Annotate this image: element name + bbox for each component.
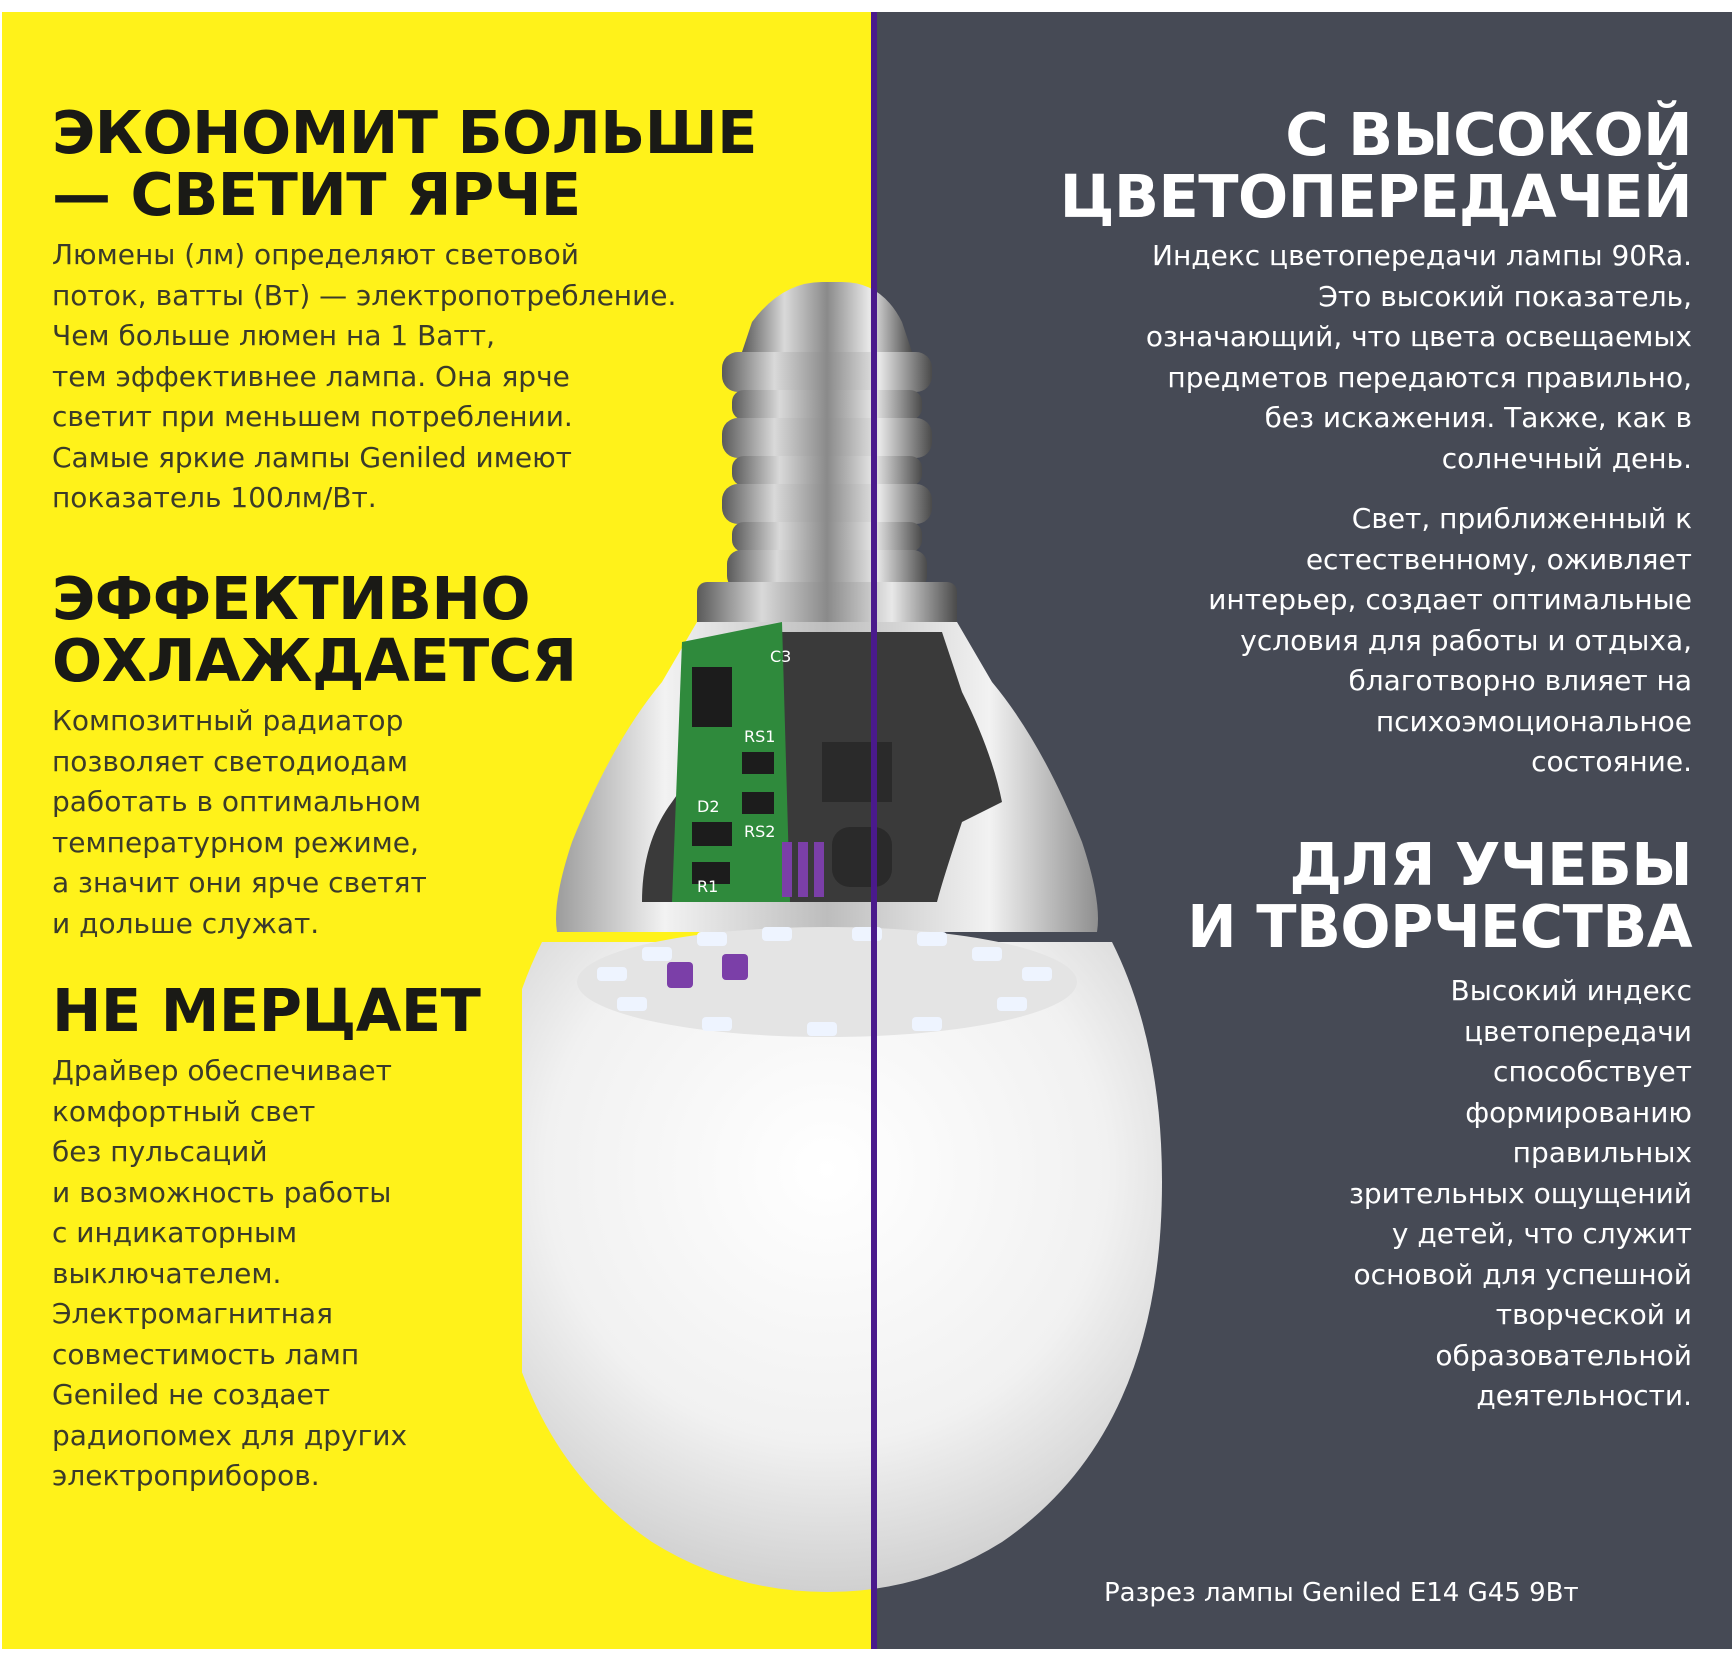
text-line: Высокий индекс xyxy=(1450,974,1692,1007)
text-line: солнечный день. xyxy=(1441,441,1692,475)
no-flicker-title: НЕ МЕРЦАЕТ xyxy=(52,976,481,1045)
pcb-label-rs2: RS2 xyxy=(744,822,776,841)
text-line: образовательной xyxy=(1435,1338,1692,1372)
economy-title-line1: ЭКОНОМИТ БОЛЬШЕ xyxy=(52,98,757,167)
text-line: Самые яркие лампы Geniled имеют xyxy=(52,440,572,474)
text-line: деятельности. xyxy=(1476,1379,1692,1412)
text-line: поток, ватты (Вт) — электропотребление. xyxy=(52,278,677,312)
pcb-label-c3: C3 xyxy=(770,647,792,666)
text-line: температурном режиме, xyxy=(52,825,419,859)
pcb-label-r1: R1 xyxy=(697,877,719,896)
text-line: без искажения. Также, как в xyxy=(1264,401,1692,434)
text-line: электроприборов. xyxy=(52,1459,320,1492)
text-line: без пульсаций xyxy=(52,1135,268,1168)
text-line: а значит они ярче светят xyxy=(52,866,427,899)
text-line: Чем больше люмен на 1 Ватт, xyxy=(52,319,495,352)
section-no-flicker xyxy=(52,976,481,1497)
text-line: с индикаторным xyxy=(52,1216,298,1249)
text-line: выключателем. xyxy=(52,1256,282,1290)
text-line: радиопомех для других xyxy=(52,1418,408,1452)
cooling-text xyxy=(52,701,577,944)
color-rendering-text xyxy=(892,236,1692,479)
text-line: Электромагнитная xyxy=(52,1297,333,1330)
text-line: Это высокий показатель, xyxy=(1318,279,1692,313)
economy-text xyxy=(52,235,757,519)
section-economy xyxy=(52,98,757,519)
text-line: благотворно влияет на xyxy=(1348,664,1692,697)
text-line: Geniled не создает xyxy=(52,1378,331,1411)
pcb-label-d2: D2 xyxy=(697,797,720,816)
cooling-title-line2: ОХЛАЖДАЕТСЯ xyxy=(52,626,577,695)
divider-line xyxy=(871,12,877,1649)
text-line: Люмены (лм) определяют световой xyxy=(52,238,579,271)
text-line: тем эффективнее лампа. Она ярче xyxy=(52,359,570,393)
text-line: позволяет светодиодам xyxy=(52,744,409,778)
color-rendering-title-line2: ЦВЕТОПЕРЕДАЧЕЙ xyxy=(1059,162,1692,231)
study-title-line1: ДЛЯ УЧЕБЫ xyxy=(1289,830,1692,899)
transformer xyxy=(822,742,892,802)
text-line: работать в оптимальном xyxy=(52,785,422,818)
color-rendering-title-line1: С ВЫСОКОЙ xyxy=(1285,100,1692,169)
color-rendering-text-2 xyxy=(892,499,1692,783)
text-line: психоэмоциональное xyxy=(1375,704,1692,738)
text-line: означающий, что цвета освещаемых xyxy=(1145,320,1692,353)
text-line: комфортный свет xyxy=(52,1094,316,1128)
section-color-rendering xyxy=(892,100,1692,783)
image-caption: Разрез лампы Geniled E14 G45 9Вт xyxy=(1104,1578,1579,1608)
text-line: способствует xyxy=(1493,1055,1692,1088)
text-line: основой для успешной xyxy=(1353,1257,1692,1291)
no-flicker-text xyxy=(52,1051,480,1497)
text-line: светит при меньшем потреблении. xyxy=(52,400,573,433)
text-line: интерьер, создает оптимальные xyxy=(1208,583,1692,616)
text-line: правильных xyxy=(1512,1136,1692,1169)
text-line: состояние. xyxy=(1531,745,1692,778)
text-line: естественному, оживляет xyxy=(1305,542,1692,576)
text-line: творческой и xyxy=(1495,1298,1692,1331)
color-rendering-title xyxy=(892,100,1692,231)
text-line: у детей, что служит xyxy=(1391,1217,1692,1250)
infographic xyxy=(2,12,1732,1649)
text-line: условия для работы и отдыха, xyxy=(1240,623,1692,657)
text-line: Композитный радиатор xyxy=(52,704,404,737)
text-line: Индекс цветопередачи лампы 90Ra. xyxy=(1152,239,1692,272)
driver-pcb xyxy=(672,622,791,902)
text-line: цветопередачи xyxy=(1463,1014,1692,1048)
text-line: показатель 100лм/Вт. xyxy=(52,481,377,514)
cooling-title-line1: ЭФФЕКТИВНО xyxy=(52,564,530,633)
economy-title-line2: — СВЕТИТ ЯРЧЕ xyxy=(52,160,581,229)
economy-title xyxy=(52,98,757,229)
text-line: и дольше служат. xyxy=(52,906,320,940)
text-line: и возможность работы xyxy=(52,1175,392,1209)
text-line: Свет, приближенный к xyxy=(1351,502,1692,535)
study-title xyxy=(892,830,1692,961)
text-line: совместимость ламп xyxy=(52,1337,360,1371)
section-cooling xyxy=(52,564,577,944)
section-study xyxy=(892,830,1692,1417)
cooling-title xyxy=(52,564,577,695)
text-line: формированию xyxy=(1465,1095,1692,1129)
text-line: зрительных ощущений xyxy=(1348,1176,1692,1210)
study-title-line2: И ТВОРЧЕСТВА xyxy=(1187,892,1692,961)
text-line: Драйвер обеспечивает xyxy=(52,1054,392,1087)
study-text xyxy=(892,971,1692,1417)
pcb-label-rs1: RS1 xyxy=(744,727,776,746)
capacitor-pins xyxy=(782,842,824,897)
text-line: предметов передаются правильно, xyxy=(1167,360,1692,394)
capacitor-dark xyxy=(832,827,892,887)
